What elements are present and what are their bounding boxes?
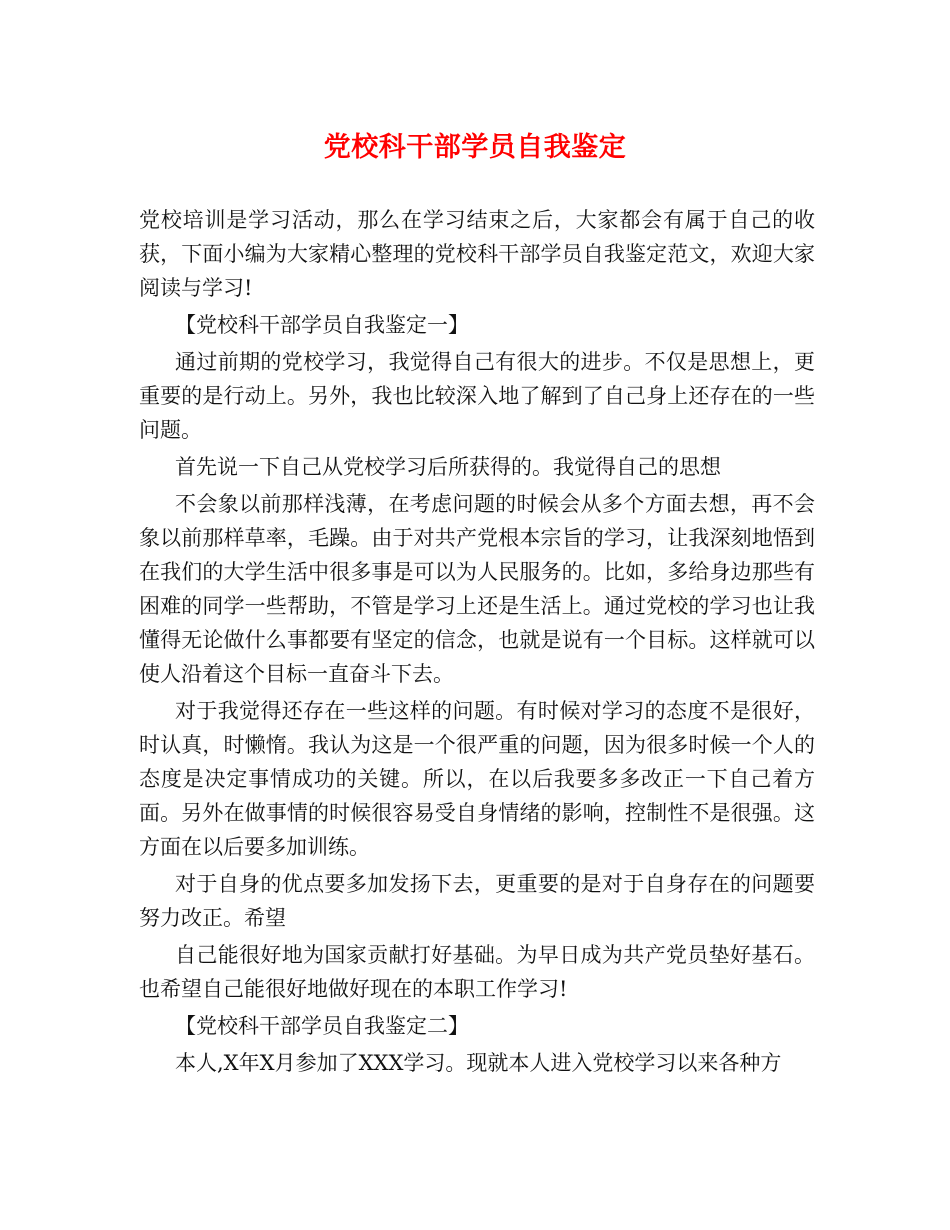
body-paragraph: 通过前期的党校学习，我觉得自己有很大的进步。不仅是思想上，更重要的是行动上。另外，我也比较深入地了解到了自己身上还存在的一些问题。 xyxy=(139,350,815,442)
intro-paragraph: 党校培训是学习活动，那么在学习结束之后，大家都会有属于自己的收获，下面小编为大家精心整理的党校科干部学员自我鉴定范文，欢迎大家阅读与学习! xyxy=(139,208,815,300)
document-title: 党校科干部学员自我鉴定 xyxy=(323,132,627,163)
section-heading-two: 【党校科干部学员自我鉴定二】 xyxy=(175,1014,469,1038)
body-paragraph: 自己能很好地为国家贡献打好基础。为早日成为共产党员垫好基石。也希望自己能很好地做好现在的本职工作学习! xyxy=(139,943,815,1001)
body-paragraph: 不会象以前那样浅薄，在考虑问题的时候会从多个方面去想，再不会象以前那样草率，毛躁。由于对共产党根本宗旨的学习，让我深刻地悟到在我们的大学生活中很多事是可以为人民服务的。比如，多给身边那些有困难的同学一些帮助，不管是学习上还是生活上。通过党校的学习也让我懂得无论做什么事都要有坚定的信念，也就是说有一个目标。这样就可以使人沿着这个目标一直奋斗下去。 xyxy=(139,492,815,686)
body-paragraph: 本人,X年X月参加了XXX学习。现就本人进入党校学习以来各种方 xyxy=(175,1051,782,1075)
document-body xyxy=(139,203,815,1083)
section-heading-one: 【党校科干部学员自我鉴定一】 xyxy=(175,313,469,337)
body-paragraph: 对于我觉得还存在一些这样的问题。有时候对学习的态度不是很好，时认真，时懒惰。我认为这是一个很严重的问题，因为很多时候一个人的态度是决定事情成功的关键。所以，在以后我要多多改正一下自己着方面。另外在做事情的时候很容易受自身情绪的影响，控制性不是很强。这方面在以后要多加训练。 xyxy=(139,699,815,859)
body-paragraph: 首先说一下自己从党校学习后所获得的。我觉得自己的思想 xyxy=(175,455,721,479)
body-paragraph: 对于自身的优点要多加发扬下去，更重要的是对于自身存在的问题要努力改正。希望 xyxy=(139,872,815,930)
